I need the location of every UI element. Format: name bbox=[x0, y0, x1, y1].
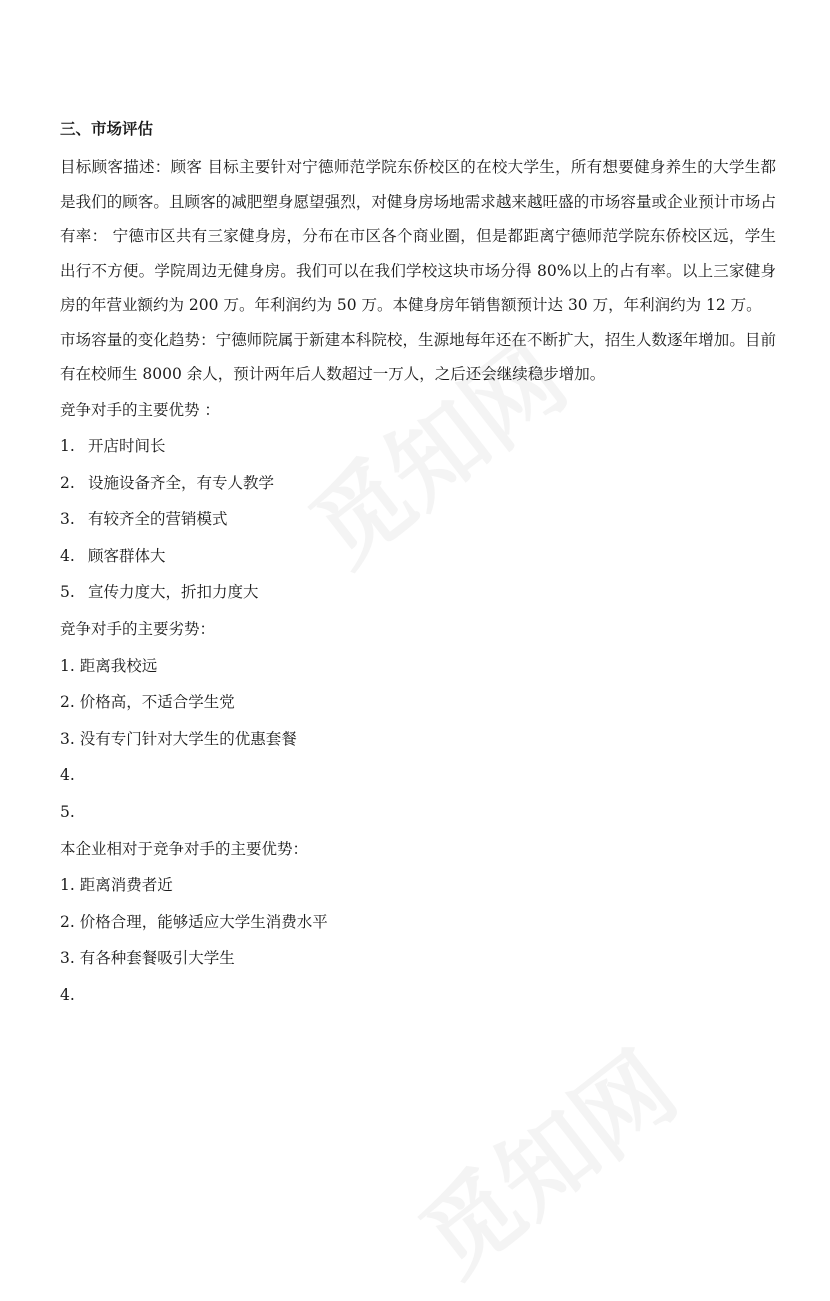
competitor-strengths-title: 竞争对手的主要优势 ： bbox=[60, 400, 220, 419]
list-item-number: 4. bbox=[60, 766, 75, 785]
list-item-text: 有较齐全的营销模式 bbox=[88, 510, 228, 529]
list-item bbox=[60, 428, 776, 465]
competitor-strengths-list bbox=[60, 428, 776, 611]
list-item-text: 价格合理，能够适应大学生消费水平 bbox=[79, 912, 328, 931]
list-item-number: 5. bbox=[60, 583, 75, 602]
list-item bbox=[60, 757, 776, 794]
list-item-number: 1. bbox=[60, 876, 75, 895]
list-item bbox=[60, 538, 776, 575]
list-item-number: 1. bbox=[60, 656, 75, 675]
list-item bbox=[60, 574, 776, 611]
list-item-text: 开店时间长 bbox=[88, 437, 166, 456]
list-item bbox=[60, 648, 776, 685]
list-item-number: 3. bbox=[60, 949, 75, 968]
list-item-number: 4. bbox=[60, 546, 75, 565]
list-item-text: 有各种套餐吸引大学生 bbox=[79, 949, 235, 968]
list-item-text: 没有专门针对大学生的优惠套餐 bbox=[79, 729, 297, 748]
list-item bbox=[60, 904, 776, 941]
document-content bbox=[60, 116, 776, 1014]
market-trend-paragraph: 市场容量的变化趋势：宁德师院属于新建本科院校，生源地每年还在不断扩大，招生人数逐年增加。目前有在校师生 8000 余人，预计两年后人数超过一万人，之后还会继续稳步增加。 bbox=[60, 330, 776, 383]
competitor-weaknesses-list bbox=[60, 648, 776, 831]
our-advantages-list bbox=[60, 867, 776, 1013]
competitor-weaknesses-title: 竞争对手的主要劣势： bbox=[60, 620, 216, 639]
watermark bbox=[388, 1016, 699, 1301]
list-item-text: 宣传力度大，折扣力度大 bbox=[88, 583, 259, 602]
list-item bbox=[60, 501, 776, 538]
list-item-text: 顾客群体大 bbox=[88, 546, 166, 565]
list-item-number: 1. bbox=[60, 437, 75, 456]
section-heading: 三、市场评估 bbox=[60, 119, 154, 138]
list-item bbox=[60, 977, 776, 1014]
list-item-number: 3. bbox=[60, 729, 75, 748]
list-item-number: 3. bbox=[60, 510, 75, 529]
list-item bbox=[60, 867, 776, 904]
list-item-text: 设施设备齐全，有专人教学 bbox=[88, 473, 275, 492]
list-item bbox=[60, 794, 776, 831]
list-item-number: 2. bbox=[60, 693, 75, 712]
list-item-text: 距离我校远 bbox=[79, 656, 158, 675]
list-item-text: 距离消费者近 bbox=[79, 876, 173, 895]
list-item bbox=[60, 465, 776, 502]
list-item bbox=[60, 721, 776, 758]
list-item bbox=[60, 940, 776, 977]
list-item-number: 5. bbox=[60, 803, 75, 822]
our-advantages-title: 本企业相对于竞争对手的主要优势： bbox=[60, 839, 309, 858]
list-item-number: 2. bbox=[60, 473, 75, 492]
list-item-number: 4. bbox=[60, 986, 75, 1004]
list-item-number: 2. bbox=[60, 912, 75, 931]
list-item-text: 价格高，不适合学生党 bbox=[79, 693, 235, 712]
list-item bbox=[60, 684, 776, 721]
target-customer-paragraph: 目标顾客描述：顾客 目标主要针对宁德师范学院东侨校区的在校大学生，所有想要健身养生的大学生都是我们的顾客。且顾客的减肥塑身愿望强烈，对健身房场地需求越来越旺盛的市场容量或企业预计市场占有率： 宁德市区共有三家健身房，分布在市区各个商业圈，但是都距离宁德师范学院东侨校区远，学生出行不方便。学院周边无健身房。我们可以在我们学校这块市场分得 80%以上的占有率。以上三家健身房的年营业额约为 200 万。年利润约为 50 万。本健身房年销售额预计达 30 万，年利润约为 12 万。 bbox=[60, 158, 776, 314]
